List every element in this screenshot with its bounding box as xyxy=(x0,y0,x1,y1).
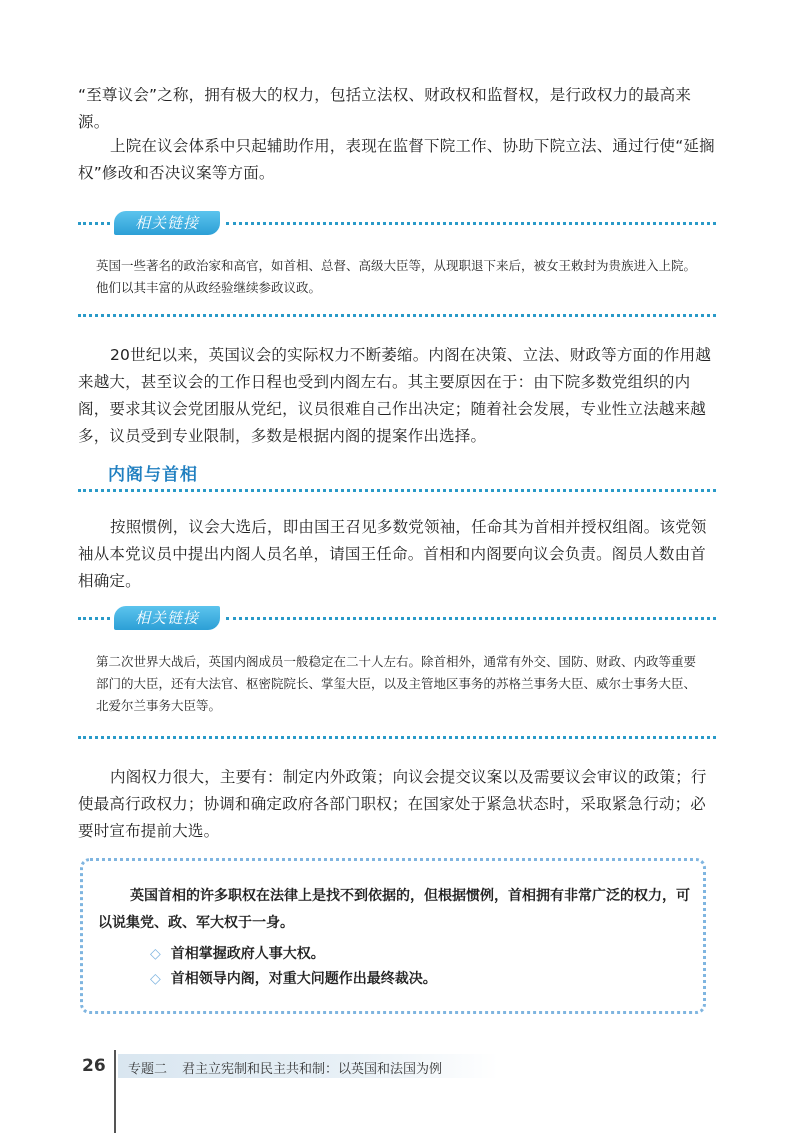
dotted-rule xyxy=(226,617,716,620)
note-bullet xyxy=(150,968,437,990)
page-number: 26 xyxy=(82,1056,106,1076)
dotted-rule xyxy=(78,489,716,492)
related-link-label: 相关链接 xyxy=(114,606,220,630)
paragraph-cabinet-powers: 内阁权力很大，主要有：制定内外政策；向议会提交议案以及需要议会审议的政策；行使最高行政权力；协调和确定政府各部门职权；在国家处于紧急状态时，采取紧急行动；必要时宣布提前大选。 xyxy=(78,768,707,840)
related-link-text-2: 第二次世界大战后，英国内阁成员一般稳定在二十人左右。除首相外，通常有外交、国防、财政、内政等重要部门的大臣，还有大法官、枢密院院长、掌玺大臣，以及主管地区事务的苏格兰事务大臣、威尔士事务大臣、北爱尔兰事务大臣等。 xyxy=(96,654,697,713)
section-heading: 内阁与首相 xyxy=(108,465,198,485)
dotted-rule xyxy=(78,617,110,620)
footer-title: 君主立宪制和民主共和制：以英国和法国为例 xyxy=(182,1062,443,1077)
dotted-rule xyxy=(78,314,716,317)
note-bullet-text: 首相掌握政府人事大权。 xyxy=(170,946,325,962)
paragraph-parliament-decline: 20世纪以来，英国议会的实际权力不断萎缩。内阁在决策、立法、财政等方面的作用越来越大，甚至议会的工作日程也受到内阁左右。其主要原因在于：由下院多数党组织的内阁，要求其议会党团服从党纪，议员很难自己作出决定；随着社会发展，专业性立法越来越多，议员受到专业限制，多数是根据内阁的提案作出选择。 xyxy=(78,346,712,445)
related-link-label: 相关链接 xyxy=(114,211,220,235)
paragraph-upper-house: 上院在议会体系中只起辅助作用，表现在监督下院工作、协助下院立法、通过行使“延搁权”修改和否决议案等方面。 xyxy=(78,137,715,182)
related-link-header-2 xyxy=(78,606,716,630)
paragraph-cabinet-formation: 按照惯例，议会大选后，即由国王召见多数党领袖，任命其为首相并授权组阁。该党领袖从本党议员中提出内阁人员名单，请国王任命。首相和内阁要向议会负责。阁员人数由首相确定。 xyxy=(78,518,707,590)
dotted-rule xyxy=(78,736,716,739)
diamond-bullet-icon: ◇ xyxy=(150,946,161,962)
footer-topic: 专题二 xyxy=(128,1062,168,1077)
note-text: 英国首相的许多职权在法律上是找不到依据的，但根据惯例，首相拥有非常广泛的权力，可以说集党、政、军大权于一身。 xyxy=(98,888,690,931)
dotted-rule xyxy=(78,222,110,225)
footer-rule xyxy=(114,1050,116,1133)
note-bullet xyxy=(150,943,325,965)
dotted-rule xyxy=(226,222,716,225)
paragraph-continuation: “至尊议会”之称，拥有极大的权力，包括立法权、财政权和监督权，是行政权力的最高来源。 xyxy=(78,86,692,131)
related-link-text-1: 英国一些著名的政治家和高官，如首相、总督、高级大臣等，从现职退下来后，被女王敕封为贵族进入上院。他们以其丰富的从政经验继续参政议政。 xyxy=(96,258,697,295)
note-bullet-text: 首相领导内阁，对重大问题作出最终裁决。 xyxy=(170,971,437,987)
related-link-header-1 xyxy=(78,211,716,235)
diamond-bullet-icon: ◇ xyxy=(150,971,161,987)
